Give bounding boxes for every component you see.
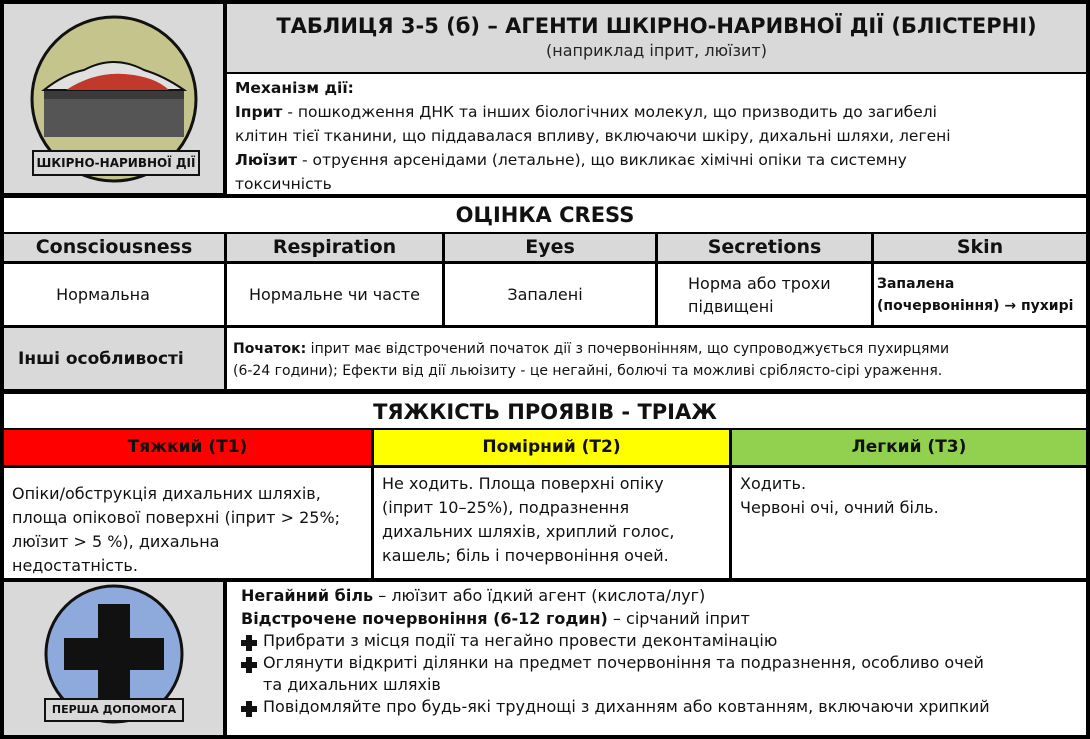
triage-header-t2: Помірний (Т2) bbox=[374, 430, 729, 465]
cress-header-consciousness: Consciousness bbox=[4, 234, 224, 261]
cress-header-secretions: Secretions bbox=[658, 234, 871, 261]
delayed-redness-line: Відстрочене почервоніння (6-12 годин) – сірчаний іприт bbox=[241, 609, 750, 628]
iprit-term: Іприт bbox=[235, 103, 283, 121]
other-features-label: Інші особливості bbox=[4, 328, 224, 389]
cress-header-skin: Skin bbox=[874, 234, 1086, 261]
blister-badge: ШКІРНО-НАРИВНОЇ ДІЇ bbox=[32, 150, 200, 176]
mechanism-iprit-line-2: клітин тієї тканини, що піддавалася впливу, включаючи шкіру, дихальні шляхи, легені bbox=[235, 127, 951, 145]
mechanism-lewisite-line: Люїзит - отруєння арсенідами (летальне), що викликає хімічні опіки та системну bbox=[235, 151, 907, 169]
cress-value-consciousness: Нормальна bbox=[4, 264, 224, 325]
first-aid-item: Прибрати з місця події та негайно провести деконтамінацію bbox=[241, 630, 1076, 652]
page-subtitle: (наприклад іприт, люїзит) bbox=[546, 41, 767, 60]
triage-cell-t3: Ходить. Червоні очі, очний біль. bbox=[732, 468, 1086, 578]
cress-value-respiration: Нормальне чи часте bbox=[227, 264, 442, 325]
first-aid-section bbox=[227, 582, 1086, 735]
cress-value-secretions: Норма або трохи підвищені bbox=[658, 264, 871, 325]
cress-header-respiration: Respiration bbox=[227, 234, 442, 261]
other-features-text: Початок: іприт має відстрочений початок дії з почервонінням, що супроводжується пухирцями (6-24 години); Ефекти від дії льюізиту - це негайні, болючі та можливі сріблясто-сірі ураження. bbox=[227, 328, 1086, 389]
cress-value-skin: Запалена (почервоніння) → пухирі bbox=[874, 264, 1086, 325]
triage-cell-t2: Не ходить. Площа поверхні опіку (іприт 10–25%), подразнення дихальних шляхів, хриплий голос, кашель; біль і почервоніння очей. bbox=[374, 468, 729, 578]
title-bar bbox=[227, 4, 1086, 72]
first-aid-badge: ПЕРША ДОПОМОГА bbox=[44, 698, 184, 722]
immediate-pain-line: Негайний біль – люїзит або їдкий агент (кислота/луг) bbox=[241, 586, 706, 605]
first-aid-item: Оглянути відкриті ділянки на предмет почервоніння та подразнення, особливо очей та дихальних шляхів bbox=[241, 652, 1076, 696]
triage-header-t1: Тяжкий (Т1) bbox=[4, 430, 371, 465]
plus-icon bbox=[241, 657, 257, 673]
triage-title: ТЯЖКІСТЬ ПРОЯВІВ - ТРІАЖ bbox=[4, 394, 1086, 428]
mechanism-lewisite-line-2: токсичність bbox=[235, 175, 332, 193]
mechanism-iprit-line: Іприт - пошкодження ДНК та інших біологічних молекул, що призводить до загибелі bbox=[235, 103, 937, 121]
mechanism-heading: Механізм дії: bbox=[235, 79, 354, 97]
cress-header-eyes: Eyes bbox=[445, 234, 655, 261]
cress-title: ОЦІНКА CRESS bbox=[4, 198, 1086, 232]
triage-header-t3: Легкий (Т3) bbox=[732, 430, 1086, 465]
triage-cell-t1: Опіки/обструкція дихальних шляхів, площа опікової поверхні (іприт > 25%; люїзит > 5 %), дихальна недостатність. bbox=[4, 468, 371, 578]
plus-icon bbox=[241, 701, 257, 717]
cress-value-eyes: Запалені bbox=[445, 264, 655, 325]
first-aid-item: Повідомляйте про будь-які труднощі з диханням або ковтанням, включаючи хрипкий bbox=[241, 696, 1076, 718]
page-title: ТАБЛИЦЯ 3-5 (б) – АГЕНТИ ШКІРНО-НАРИВНОЇ ДІЇ (БЛІСТЕРНІ) bbox=[276, 14, 1037, 38]
onset-term: Початок: bbox=[233, 341, 307, 357]
plus-icon bbox=[241, 635, 257, 651]
first-aid-logo-panel bbox=[4, 582, 223, 735]
lewisite-term: Люїзит bbox=[235, 151, 298, 169]
mechanism-section bbox=[227, 74, 1086, 194]
blister-agent-logo-panel bbox=[4, 4, 223, 193]
